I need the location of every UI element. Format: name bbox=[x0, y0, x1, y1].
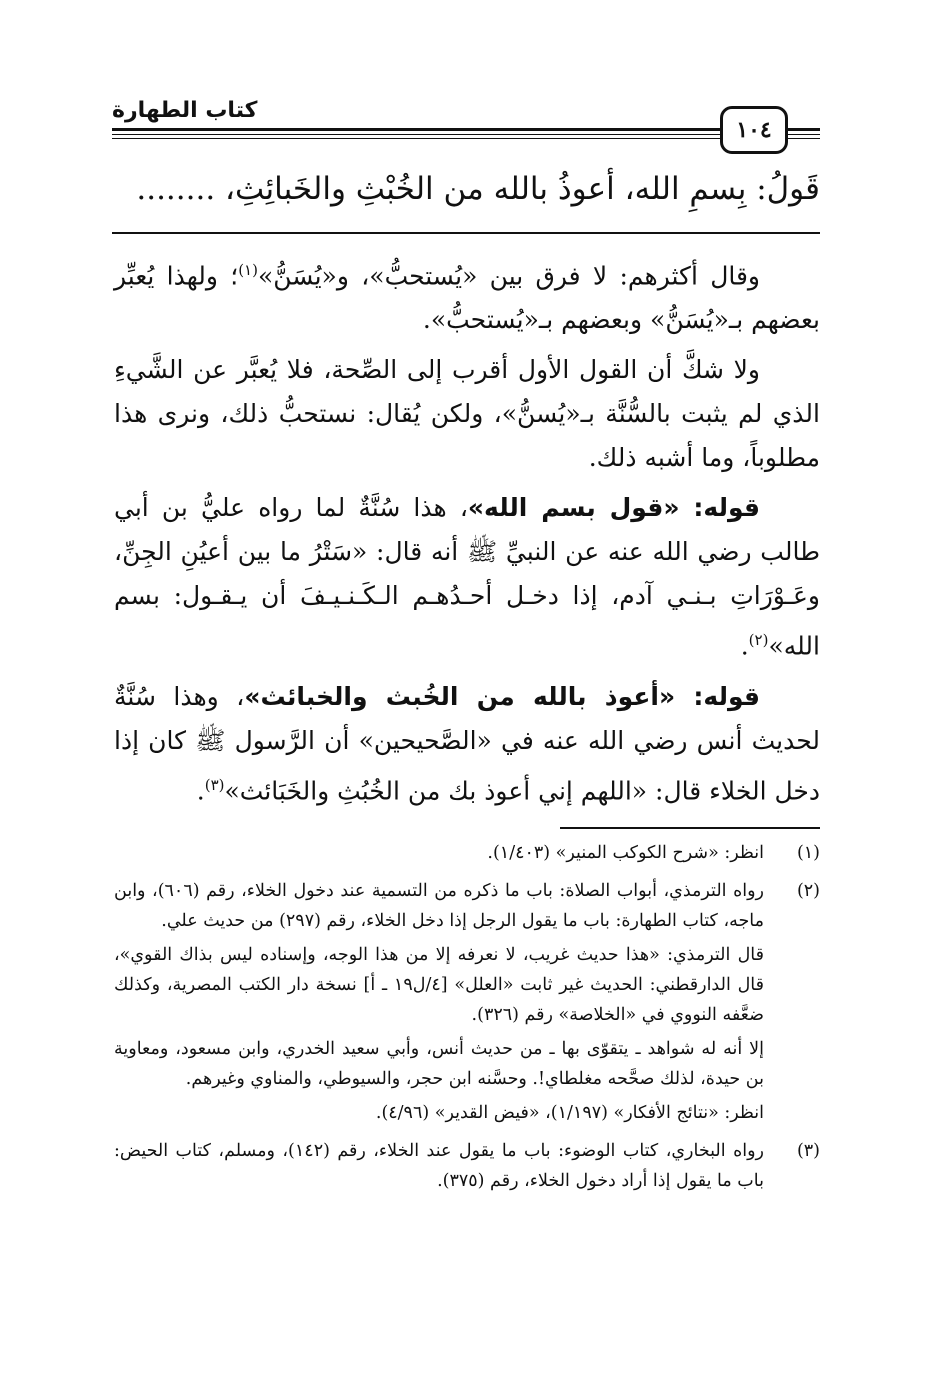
running-header-title: كتاب الطهارة bbox=[112, 98, 258, 123]
footnote-text: رواه الترمذي، أبواب الصلاة: باب ما ذكره من التسمية عند دخول الخلاء، رقم (٦٠٦)، وابن ماجه، كتاب الطهارة: باب ما يقول الرجل إذا دخل الخلاء، رقم (٢٩٧) من حديث علي. bbox=[114, 881, 764, 931]
footnote-text: إلا أنه له شواهد ـ يتقوّى بها ـ من حديث أنس، وأبي سعيد الخدري، وابن مسعود، ومعاوية بن حيدة، لذلك صحَّحه مغلطاي!. وحسَّنه ابن حجر، والسيوطي، والمناوي وغيرهم. bbox=[114, 1039, 764, 1089]
paragraph bbox=[114, 486, 820, 668]
paragraph-text: ، وهذا سُنَّةٌ لحديث أنس رضي الله عنه في «الصَّحيحين» أن الرَّسول ﷺ كان إذا دخل الخلاء قال: «اللهم إني أعوذ بك من الخُبُثِ والخَبَائث» bbox=[114, 681, 820, 805]
footnote-divider bbox=[560, 827, 820, 829]
header-rule-thin bbox=[112, 138, 820, 139]
paragraph bbox=[114, 675, 820, 813]
commentary-body bbox=[114, 248, 820, 819]
paragraph bbox=[114, 248, 820, 342]
page-number: ١٠٤ bbox=[720, 106, 788, 154]
footnote-ref: (٢) bbox=[748, 631, 769, 650]
footnote bbox=[114, 1136, 820, 1200]
footnote-number: (٣) bbox=[796, 1141, 820, 1161]
footnote-body bbox=[114, 876, 764, 1132]
footnotes bbox=[114, 838, 820, 1204]
footnote-number: (١) bbox=[796, 843, 820, 863]
paragraph-text: . bbox=[196, 775, 205, 805]
footnote-text: قال الترمذي: «هذا حديث غريب، لا نعرفه إلا من هذا الوجه، وإسناده ليس بذاك القوي»، قال الدارقطني: الحديث غير ثابت «العلل» [٤/ل١٩ ـ أ] نسخة دار الكتب المصرية، وكذلك ضعَّفه النووي في «الخلاصة» رقم (٣٢٦). bbox=[114, 945, 764, 1025]
footnote bbox=[114, 876, 820, 1132]
quoted-heading: قوله: «قول بسم الله» bbox=[467, 493, 761, 523]
paragraph-text: ولا شكَّ أن القول الأول أقرب إلى الصِّحة، فلا يُعبَّر عن الشَّيءِ الذي لم يثبت بالسُّنَّة بـ«يُسنُّ»، ولكن يُقال: نستحبُّ ذلك، ونرى هذا مطلوباً، وما أشبه ذلك. bbox=[114, 355, 820, 473]
footnote-text: رواه البخاري، كتاب الوضوء: باب ما يقول عند الخلاء، رقم (١٤٢)، ومسلم، كتاب الحيض: باب ما يقول إذا أراد دخول الخلاء، رقم (٣٧٥). bbox=[114, 1141, 764, 1191]
matn-text: قَولُ: بِسمِ الله، أعوذُ بالله من الخُبْثِ والخَبائِثِ، ........ bbox=[136, 171, 820, 207]
header-rule bbox=[112, 128, 820, 131]
paragraph-text: وقال أكثرهم: لا فرق بين «يُستحبُّ»، و«يُسَنُّ» bbox=[257, 261, 761, 291]
footnote-body bbox=[114, 1136, 764, 1200]
paragraph-text: ؛ ولهذا يُعبِّر بعضهم بـ«يُسَنُّ» وبعضهم بـ«يُستحبُّ». bbox=[114, 261, 820, 335]
matn-divider bbox=[112, 232, 820, 234]
footnote-ref: (١) bbox=[238, 261, 258, 279]
footnote-body bbox=[114, 838, 764, 872]
header-rule-thin bbox=[112, 134, 820, 135]
paragraph-text: ، هذا سُنَّةٌ لما رواه عليُّ بن أبي طالب رضي الله عنه عن النبيِّ ﷺ أنه قال: «سَتْرُ ما بين أعيُنِ الجِنِّ، وعَـوْرَاتِ بـنـي آدم، إذا دخـل أحـدُهـم الـكَـنـيـفَ أن يـقـول: بسم الله» bbox=[114, 493, 820, 661]
footnote-ref: (٣) bbox=[204, 775, 225, 794]
footnote-text: انظر: «شرح الكوكب المنير» (١/٤٠٣). bbox=[487, 843, 764, 863]
footnote-text: انظر: «نتائج الأفكار» (١/١٩٧)، «فيض القدير» (٤/٩٦). bbox=[375, 1103, 764, 1123]
paragraph bbox=[114, 348, 820, 480]
quoted-heading: قوله: «أعوذ بالله من الخُبث والخبائث» bbox=[244, 681, 760, 711]
footnote-number: (٢) bbox=[796, 881, 820, 901]
footnote bbox=[114, 838, 820, 872]
paragraph-text: . bbox=[740, 631, 749, 661]
